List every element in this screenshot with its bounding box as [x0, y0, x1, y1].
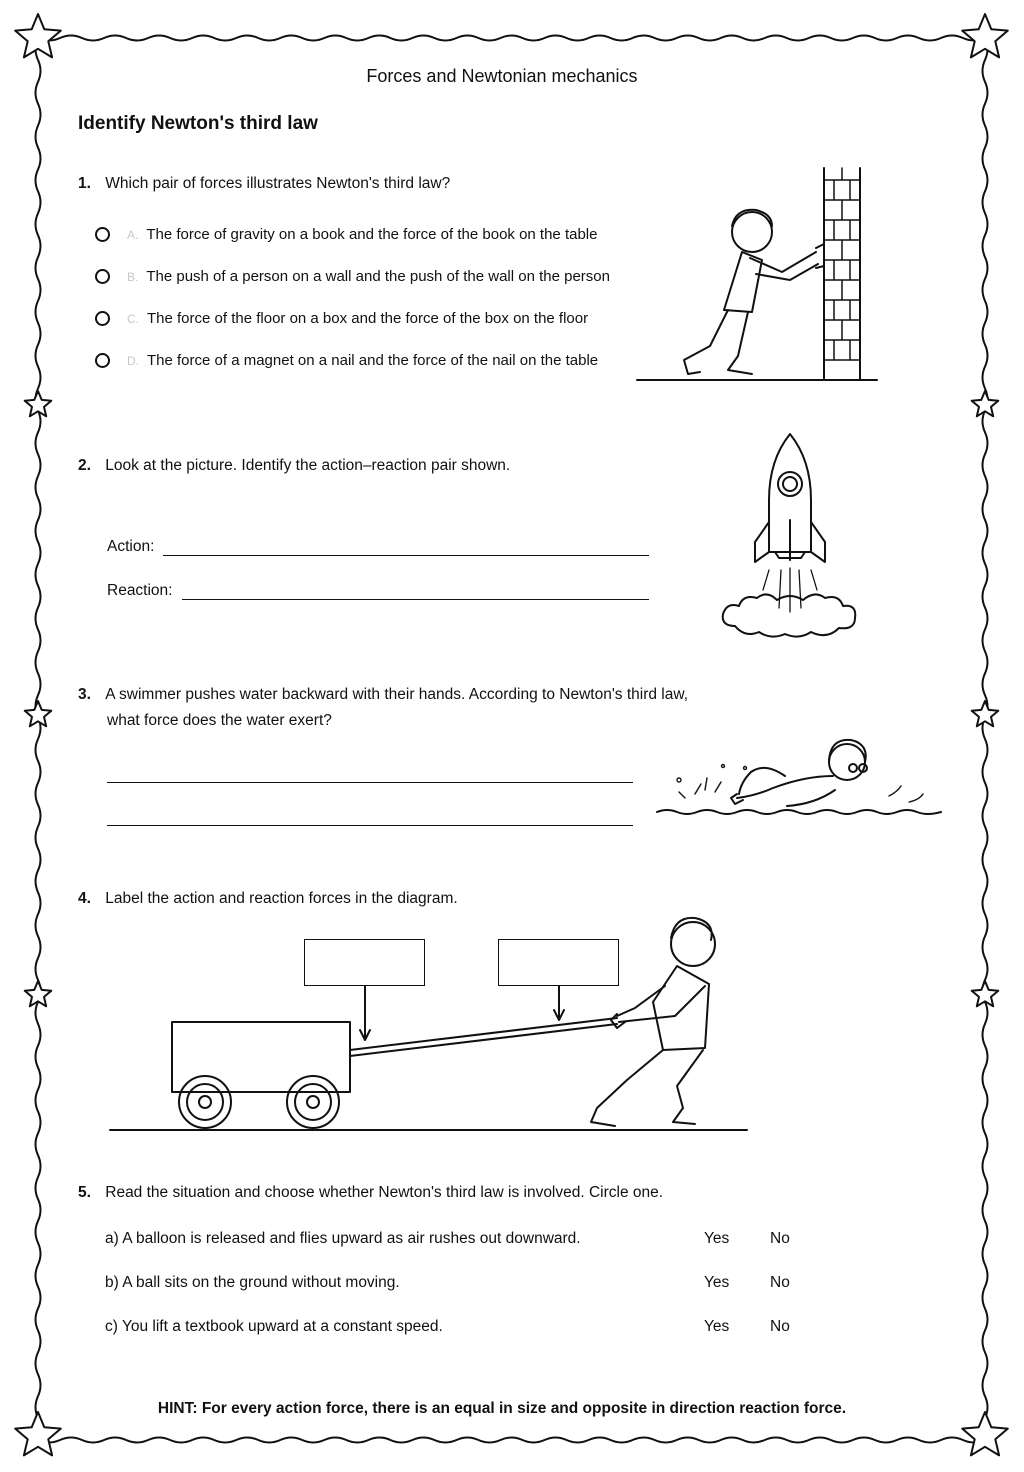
worksheet-title: Identify Newton's third law [78, 113, 318, 134]
option-a [127, 226, 597, 243]
option-c-radio[interactable] [95, 311, 110, 326]
option-d [127, 352, 598, 369]
star-ornament [15, 14, 61, 57]
answer-line-1[interactable] [107, 782, 633, 783]
yes-option-b[interactable]: Yes [704, 1274, 730, 1291]
action-label: Action: [107, 538, 155, 555]
no-option-a[interactable]: No [770, 1230, 790, 1247]
option-letter: D. [127, 354, 139, 368]
question-text: Look at the picture. Identify the action–reaction pair shown. [105, 457, 511, 474]
question-4 [78, 890, 458, 908]
star-ornament [962, 1412, 1008, 1455]
option-letter: A. [127, 228, 139, 242]
situation-a: a) A balloon is released and flies upward as air rushes out downward. [105, 1230, 581, 1247]
question-number: 1. [78, 175, 91, 192]
option-text: The push of a person on a wall and the push of the wall on the person [146, 268, 610, 285]
star-ornament [962, 14, 1008, 57]
no-option-b[interactable]: No [770, 1274, 790, 1291]
question-2 [78, 457, 510, 475]
question-text: Which pair of forces illustrates Newton's third law? [105, 175, 451, 192]
question-1 [78, 175, 450, 193]
star-ornament [25, 701, 52, 726]
boy-pushing-wall-illustration [632, 160, 882, 385]
reaction-label: Reaction: [107, 582, 173, 599]
question-5 [78, 1184, 663, 1202]
question-number: 5. [78, 1184, 91, 1201]
question-number: 2. [78, 457, 91, 474]
action-answer-line[interactable] [163, 555, 649, 556]
option-d-radio[interactable] [95, 353, 110, 368]
option-a-radio[interactable] [95, 227, 110, 242]
option-letter: B. [127, 270, 139, 284]
yes-option-c[interactable]: Yes [704, 1318, 730, 1335]
star-ornament [15, 1412, 61, 1455]
option-b-radio[interactable] [95, 269, 110, 284]
wagon-pull-diagram [105, 910, 755, 1140]
hint-text: HINT: For every action force, there is an equal in size and opposite in direction reaction force. [157, 1400, 847, 1417]
reaction-answer-line[interactable] [182, 599, 649, 600]
option-text: The force of gravity on a book and the force of the book on the table [146, 226, 598, 243]
answer-line-2[interactable] [107, 825, 633, 826]
question-3 [78, 686, 688, 704]
no-option-c[interactable]: No [770, 1318, 790, 1335]
question-number: 3. [78, 686, 91, 703]
subject-title: Forces and Newtonian mechanics [366, 66, 638, 86]
question-number: 4. [78, 890, 91, 907]
star-ornament [972, 701, 999, 726]
yes-option-a[interactable]: Yes [704, 1230, 730, 1247]
option-letter: C. [127, 312, 139, 326]
situation-c: c) You lift a textbook upward at a constant speed. [105, 1318, 443, 1335]
rocket-illustration [715, 430, 865, 650]
option-text: The force of the floor on a box and the force of the box on the floor [147, 310, 589, 327]
question-text-line-2: what force does the water exert? [107, 712, 332, 729]
option-c [127, 310, 588, 327]
question-text: Label the action and reaction forces in the diagram. [105, 890, 458, 907]
option-text: The force of a magnet on a nail and the force of the nail on the table [147, 352, 599, 369]
question-text: Read the situation and choose whether Newton's third law is involved. Circle one. [105, 1184, 664, 1201]
swimmer-illustration [655, 732, 945, 822]
question-text-line-1: A swimmer pushes water backward with their hands. According to Newton's third law, [105, 686, 688, 703]
option-b [127, 268, 610, 285]
situation-b: b) A ball sits on the ground without moving. [105, 1274, 400, 1291]
